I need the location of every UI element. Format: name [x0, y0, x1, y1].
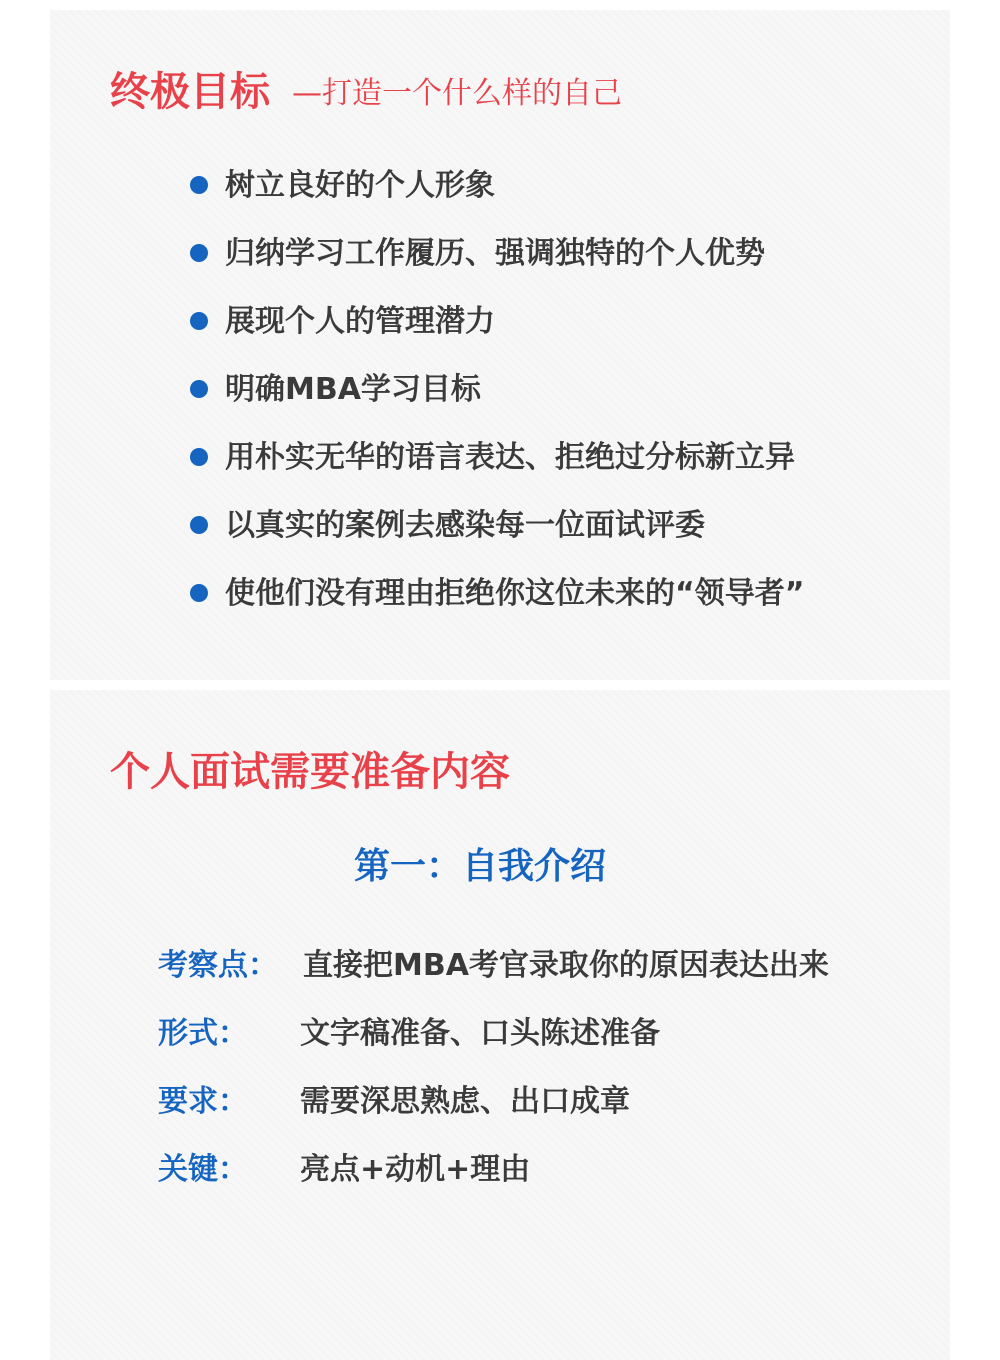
list-item	[190, 296, 804, 364]
goal-text: 归纳学习工作履历、强调独特的个人优势	[225, 236, 765, 271]
bullet-dot-icon	[190, 244, 208, 262]
list-item	[190, 500, 804, 568]
detail-label: 形式：	[158, 1016, 248, 1051]
detail-row-focus	[158, 940, 829, 992]
list-item	[190, 364, 804, 432]
bullet-dot-icon	[190, 448, 208, 466]
list-item	[190, 568, 804, 636]
goal-text: 用朴实无华的语言表达、拒绝过分标新立异	[225, 440, 795, 475]
goal-list	[190, 160, 804, 636]
bullet-dot-icon	[190, 516, 208, 534]
goal-text: 使他们没有理由拒绝你这位未来的“领导者”	[225, 576, 805, 611]
ultimate-goal-subtitle: —打造一个什么样的自己	[292, 76, 622, 111]
interview-prep-title: 个人面试需要准备内容	[110, 749, 510, 795]
detail-value: 直接把MBA考官录取你的原因表达出来	[303, 948, 829, 983]
detail-label: 要求：	[158, 1084, 248, 1119]
ultimate-goal-title	[110, 68, 622, 118]
list-item	[190, 160, 804, 228]
ultimate-goal-panel	[50, 10, 950, 680]
list-item	[190, 432, 804, 500]
detail-value: 亮点+动机+理由	[300, 1152, 531, 1187]
bullet-dot-icon	[190, 312, 208, 330]
bullet-dot-icon	[190, 584, 208, 602]
detail-row-requirement	[158, 1076, 630, 1128]
goal-text: 以真实的案例去感染每一位面试评委	[225, 508, 705, 543]
self-intro-heading: 第一：自我介绍	[353, 846, 606, 887]
list-item	[190, 228, 804, 296]
detail-label: 关键：	[158, 1152, 248, 1187]
detail-row-form	[158, 1008, 660, 1060]
detail-value: 需要深思熟虑、出口成章	[300, 1084, 630, 1119]
goal-text: 明确MBA学习目标	[225, 372, 481, 407]
bullet-dot-icon	[190, 380, 208, 398]
detail-label: 考察点：	[158, 948, 278, 983]
ultimate-goal-title-text: 终极目标	[110, 69, 270, 115]
detail-row-key	[158, 1144, 530, 1196]
goal-text: 展现个人的管理潜力	[225, 304, 495, 339]
interview-prep-panel	[50, 690, 950, 1360]
detail-value: 文字稿准备、口头陈述准备	[300, 1016, 660, 1051]
bullet-dot-icon	[190, 176, 208, 194]
goal-text: 树立良好的个人形象	[225, 168, 495, 203]
